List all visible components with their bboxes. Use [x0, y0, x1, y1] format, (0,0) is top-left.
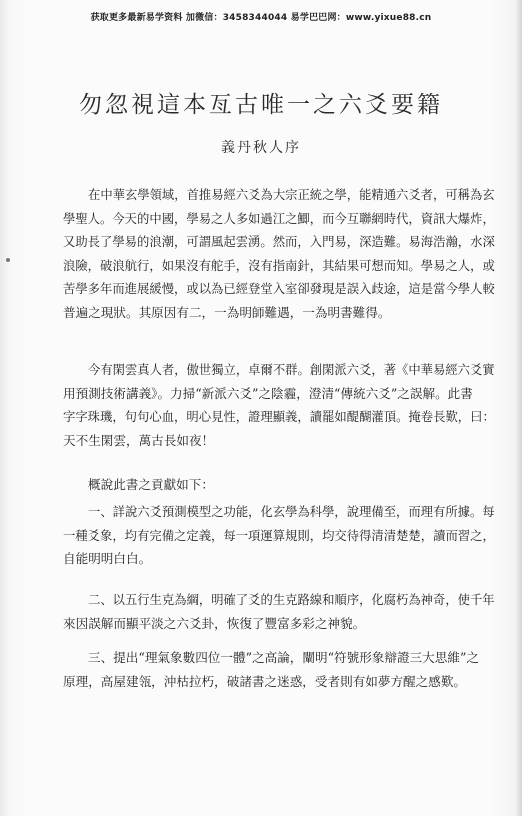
- paragraph-line: 一種爻象，均有完備之定義，每一項運算規則，均交待得清清楚楚，讀而習之，: [63, 527, 495, 543]
- paragraph-line: 今有閑雲真人者，傲世獨立，卓爾不群。創閑派六爻，著《中華易經六爻實: [88, 362, 495, 377]
- paragraph-line: 自能明明白白。: [63, 551, 152, 566]
- paragraph-line: 普遍之現狀。其原因有二，一為明師難遇，一為明書難得。: [63, 304, 391, 320]
- paragraph-line: 概說此書之貢獻如下：: [88, 477, 214, 492]
- header-banner: 获取更多最新易学资料 加微信：3458344044 易学巴巴网：www.yixue88.cn: [90, 13, 432, 23]
- paragraph-2: [63, 358, 495, 452]
- paragraph-line: 天不生閑雲，萬古長如夜！: [63, 432, 215, 448]
- paragraph-line: 又助長了學易的浪潮，可謂風起雲湧。然而，入門易，深造難。易海浩瀚，水深: [63, 234, 495, 249]
- paragraph-line: 一、詳說六爻預測模型之功能，化玄學為科學，說理備至，而理有所據。每: [88, 504, 495, 519]
- document-author: 義丹秋人序: [221, 140, 301, 156]
- paragraph-line: 三、提出“理氣象數四位一體”之高論，闡明“符號形象辯證三大思維”之: [88, 650, 479, 665]
- paragraph-4: [63, 500, 495, 571]
- paragraph-line: 在中華玄學領域，首推易經六爻為大宗正統之學，能精通六爻者，可稱為玄: [88, 187, 495, 202]
- paragraph-line: 苦學多年而進展緩慢，或以為已經登堂入室卻發現是誤入歧途，這是當今學人較: [63, 281, 495, 296]
- paragraph-line: 學聖人。今天的中國，學易之人多如過江之鯽，而今互聯網時代，資訊大爆炸，: [63, 210, 495, 226]
- paragraph-line: 原理，高屋建瓴，沖枯拉朽，破諸書之迷惑，受者則有如夢方醒之感歎。: [63, 673, 466, 689]
- paragraph-6: [63, 646, 495, 693]
- page-edge-shadow: [516, 0, 522, 816]
- paragraph-3: [63, 473, 495, 497]
- margin-speck: [6, 258, 10, 262]
- paragraph-1: [63, 183, 495, 324]
- document-title: 勿忽視這本亙古唯一之六爻要籍: [79, 92, 443, 118]
- paragraph-5: [63, 588, 495, 635]
- paragraph-line: 來因誤解而顯平淡之六爻卦，恢復了豐富多彩之神貌。: [63, 615, 366, 631]
- paragraph-line: 浪險，破浪航行，如果沒有舵手，沒有指南針，其結果可想而知。學易之人，或: [63, 257, 495, 273]
- paragraph-line: 用預測技術講義》。力掃“新派六爻”之陰霾，澄清“傳統六爻”之誤解。此書: [63, 385, 473, 401]
- paragraph-line: 字字珠璣，句句心血，明心見性，證理顯義，讀罷如醍醐灌頂。掩卷長歎，曰：: [63, 409, 495, 424]
- paragraph-line: 二、以五行生克為綱，明確了爻的生克路線和順序，化腐朽為神奇，使千年: [88, 592, 495, 607]
